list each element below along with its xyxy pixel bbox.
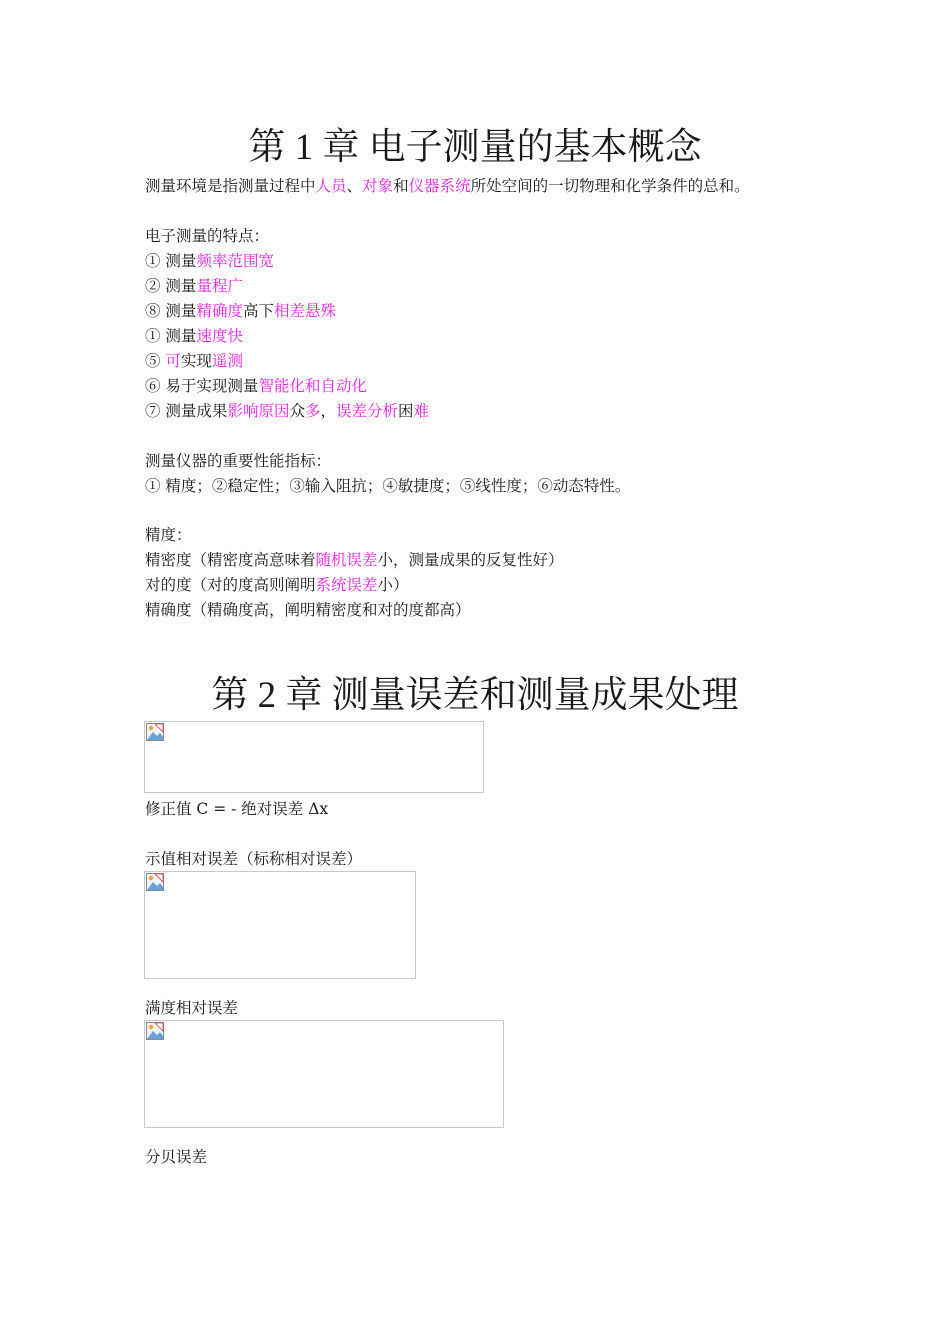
env-text-4: 所处空间的一切物理和化学条件的总和。: [470, 177, 750, 195]
precision-text: 精密度（精密度高意味着: [145, 551, 316, 569]
env-highlight-object: 对象: [362, 177, 394, 195]
feature-text: 困: [398, 402, 414, 420]
measurement-environment-definition: [145, 175, 750, 197]
feature-highlight: 量程广: [196, 277, 243, 295]
feature-text: 实现: [180, 352, 212, 370]
trueness-text: 小）: [377, 576, 409, 594]
accuracy-line: 精确度（精确度高，阐明精密度和对的度都高）: [145, 601, 471, 619]
feature-prefix: ⑦ 测量成果: [145, 402, 228, 420]
feature-highlight: 多: [304, 402, 321, 420]
feature-highlight: 遥测: [211, 352, 243, 370]
precision-line: [145, 549, 564, 571]
env-highlight-instrument: 仪器系统: [408, 177, 471, 195]
full-scale-relative-error-heading: 满度相对误差: [145, 999, 239, 1017]
accuracy-heading: 精度：: [145, 526, 192, 544]
feature-highlight: 难: [413, 402, 430, 420]
systematic-error-highlight: 系统误差: [315, 576, 378, 594]
correction-value-line: 修正值 C = - 绝对误差 Δx: [145, 800, 329, 818]
feature-item: [145, 275, 243, 297]
decibel-error-heading: 分贝误差: [145, 1148, 208, 1166]
env-text-3: 和: [393, 177, 409, 195]
indicators-list: ① 精度；②稳定性；③输入阻抗；④敏捷度；⑤线性度；⑥动态特性。: [145, 477, 631, 495]
feature-prefix: ⑤: [145, 352, 166, 370]
feature-item: [145, 350, 243, 372]
feature-highlight: 智能化和自动化: [258, 377, 367, 395]
trueness-text: 对的度（对的度高则阐明: [145, 576, 316, 594]
feature-item: [145, 300, 336, 322]
feature-prefix: ② 测量: [145, 277, 197, 295]
feature-text: 高下: [242, 302, 274, 320]
feature-item: [145, 325, 243, 347]
feature-highlight: 可: [165, 352, 181, 370]
feature-prefix: ⑧ 测量: [145, 302, 197, 320]
formula-image-absolute-error: [144, 721, 484, 793]
feature-prefix: ① 测量: [145, 252, 197, 270]
indicators-heading: 测量仪器的重要性能指标：: [145, 452, 332, 470]
precision-text: 小，测量成果的反复性好）: [377, 551, 564, 569]
feature-prefix: ① 测量: [145, 327, 197, 345]
env-text-1: 测量环境是指测量过程中: [145, 177, 316, 195]
feature-item: [145, 400, 429, 422]
chapter-2-title: 第 2 章 测量误差和测量成果处理: [211, 675, 739, 716]
broken-image-icon: [146, 1022, 164, 1040]
formula-image-full-scale-relative-error: [144, 1020, 504, 1128]
feature-highlight: 速度快: [196, 327, 243, 345]
feature-prefix: ⑥ 易于实现测量: [145, 377, 259, 395]
feature-text: 众: [289, 402, 305, 420]
feature-highlight: 相差悬殊: [273, 302, 336, 320]
feature-item: [145, 250, 274, 272]
chapter-1-title: 第 1 章 电子测量的基本概念: [248, 127, 702, 168]
trueness-line: [145, 574, 409, 596]
feature-item: [145, 375, 367, 397]
env-highlight-personnel: 人员: [315, 177, 347, 195]
formula-image-indicated-relative-error: [144, 871, 416, 979]
feature-highlight: 精确度: [196, 302, 243, 320]
broken-image-icon: [146, 873, 164, 891]
feature-text: ，: [320, 402, 336, 420]
indicated-relative-error-heading: 示值相对误差（标称相对误差）: [145, 850, 363, 868]
broken-image-icon: [146, 723, 164, 741]
features-heading: 电子测量的特点：: [145, 227, 270, 245]
env-text-2: 、: [346, 177, 363, 195]
random-error-highlight: 随机误差: [315, 551, 378, 569]
feature-highlight: 影响原因: [227, 402, 290, 420]
feature-highlight: 频率范围宽: [196, 252, 274, 270]
feature-highlight: 误差分析: [336, 402, 399, 420]
